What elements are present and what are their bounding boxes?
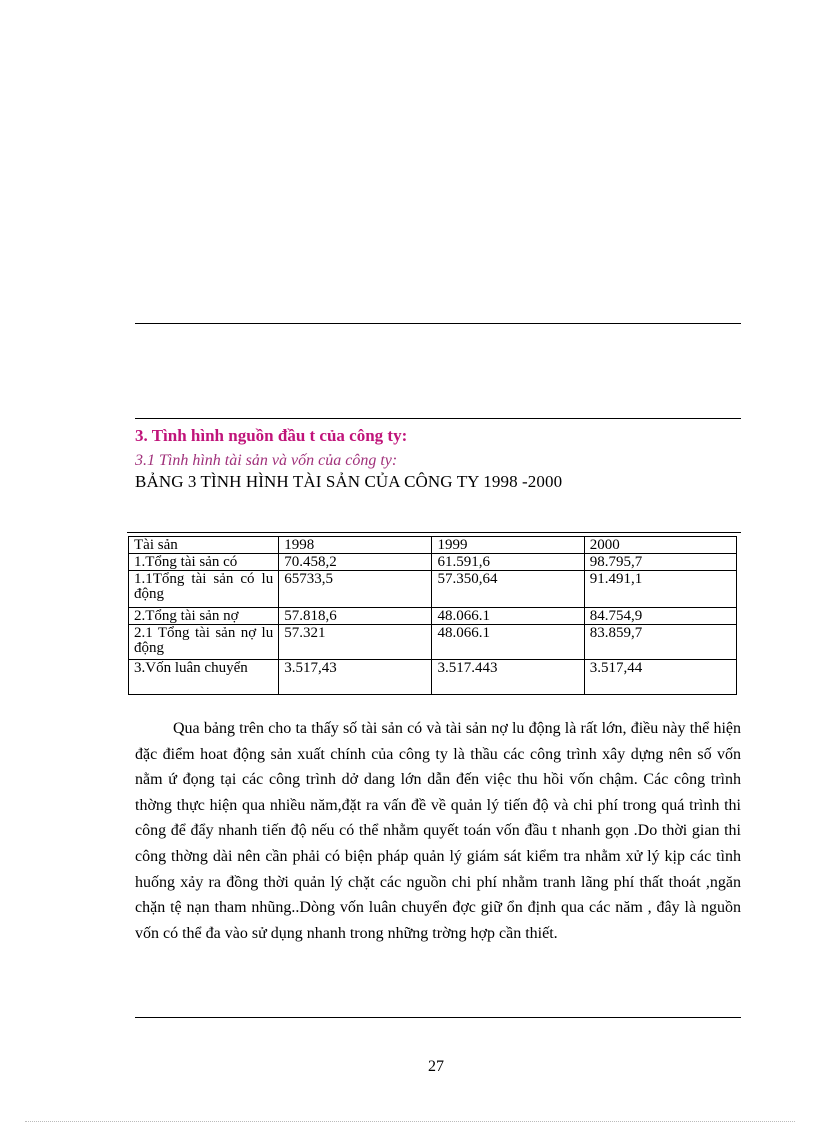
table-cell: 83.859,7 bbox=[584, 625, 736, 660]
header-divider-line bbox=[135, 418, 741, 419]
table-cell: 65733,5 bbox=[279, 571, 432, 608]
row-label: 1.1Tổng tài sản có lu động bbox=[129, 571, 279, 608]
table-row bbox=[129, 625, 737, 660]
row-label: 1.Tổng tài sản có bbox=[129, 554, 279, 571]
table-cell: 48.066.1 bbox=[432, 625, 584, 660]
subsection-heading: 3.1 Tình hình tài sản và vốn của công ty: bbox=[135, 452, 398, 469]
table-cell: 3.517.443 bbox=[432, 660, 584, 695]
row-label: 3.Vốn luân chuyển bbox=[129, 660, 279, 695]
table-cell: 57.818,6 bbox=[279, 608, 432, 625]
table-top-line bbox=[127, 532, 741, 533]
row-label: 2.1 Tổng tài sản nợ lu động bbox=[129, 625, 279, 660]
table-cell: 48.066.1 bbox=[432, 608, 584, 625]
table-row bbox=[129, 571, 737, 608]
table-cell: 70.458,2 bbox=[279, 554, 432, 571]
header-cell: 1998 bbox=[279, 537, 432, 554]
section-heading: 3. Tình hình nguồn đầu t của công ty: bbox=[135, 426, 408, 445]
top-divider-line bbox=[135, 323, 741, 324]
page-number: 27 bbox=[428, 1058, 444, 1075]
header-cell: 1999 bbox=[432, 537, 584, 554]
table-cell: 3.517,44 bbox=[584, 660, 736, 695]
table-cell: 3.517,43 bbox=[279, 660, 432, 695]
table-row bbox=[129, 660, 737, 695]
table-title: BẢNG 3 TÌNH HÌNH TÀI SẢN CỦA CÔNG TY 1998 -2000 bbox=[135, 472, 563, 491]
table-cell: 61.591,6 bbox=[432, 554, 584, 571]
table-row bbox=[129, 554, 737, 571]
table-cell: 91.491,1 bbox=[584, 571, 736, 608]
table-header-row bbox=[129, 537, 737, 554]
assets-table bbox=[128, 536, 737, 695]
header-cell: 2000 bbox=[584, 537, 736, 554]
row-label: 2.Tổng tài sản nợ bbox=[129, 608, 279, 625]
table-cell: 57.350,64 bbox=[432, 571, 584, 608]
page-bottom-dotted-line bbox=[25, 1121, 795, 1122]
footer-divider-line bbox=[135, 1017, 741, 1018]
table-cell: 98.795,7 bbox=[584, 554, 736, 571]
body-paragraph: Qua bảng trên cho ta thấy số tài sản có và tài sản nợ lu động là rất lớn, điều này thể hiện đặc điểm hoat động sản xuất chính của công ty là thầu các công trình xây dựng nên số vốn nằm ứ đọng tại các công trình dở dang lớn dẫn đến việc thu hồi vốn chậm. Các công trình thờng thực hiện qua nhiều năm,đặt ra vấn đề về quản lý tiến độ và chi phí trong quá trình thi công để đẩy nhanh tiến độ nếu có thể nhằm quyết toán vốn đầu t nhanh gọn .Do thời gian thi công thờng dài nên cần phải có biện pháp quản lý giám sát kiểm tra nhằm xử lý kịp các tình huống xảy ra đồng thời quản lý chặt các nguồn chi phí nhằm tranh lãng phí thất thoát ,ngăn chặn tệ nạn tham nhũng..Dòng vốn luân chuyển đợc giữ ổn định qua các năm , đây là nguồn vốn có thể đa vào sử dụng nhanh trong những trờng hợp cần thiết. bbox=[135, 720, 741, 942]
table-row bbox=[129, 608, 737, 625]
table-cell: 57.321 bbox=[279, 625, 432, 660]
table-cell: 84.754,9 bbox=[584, 608, 736, 625]
header-cell: Tài sản bbox=[129, 537, 279, 554]
